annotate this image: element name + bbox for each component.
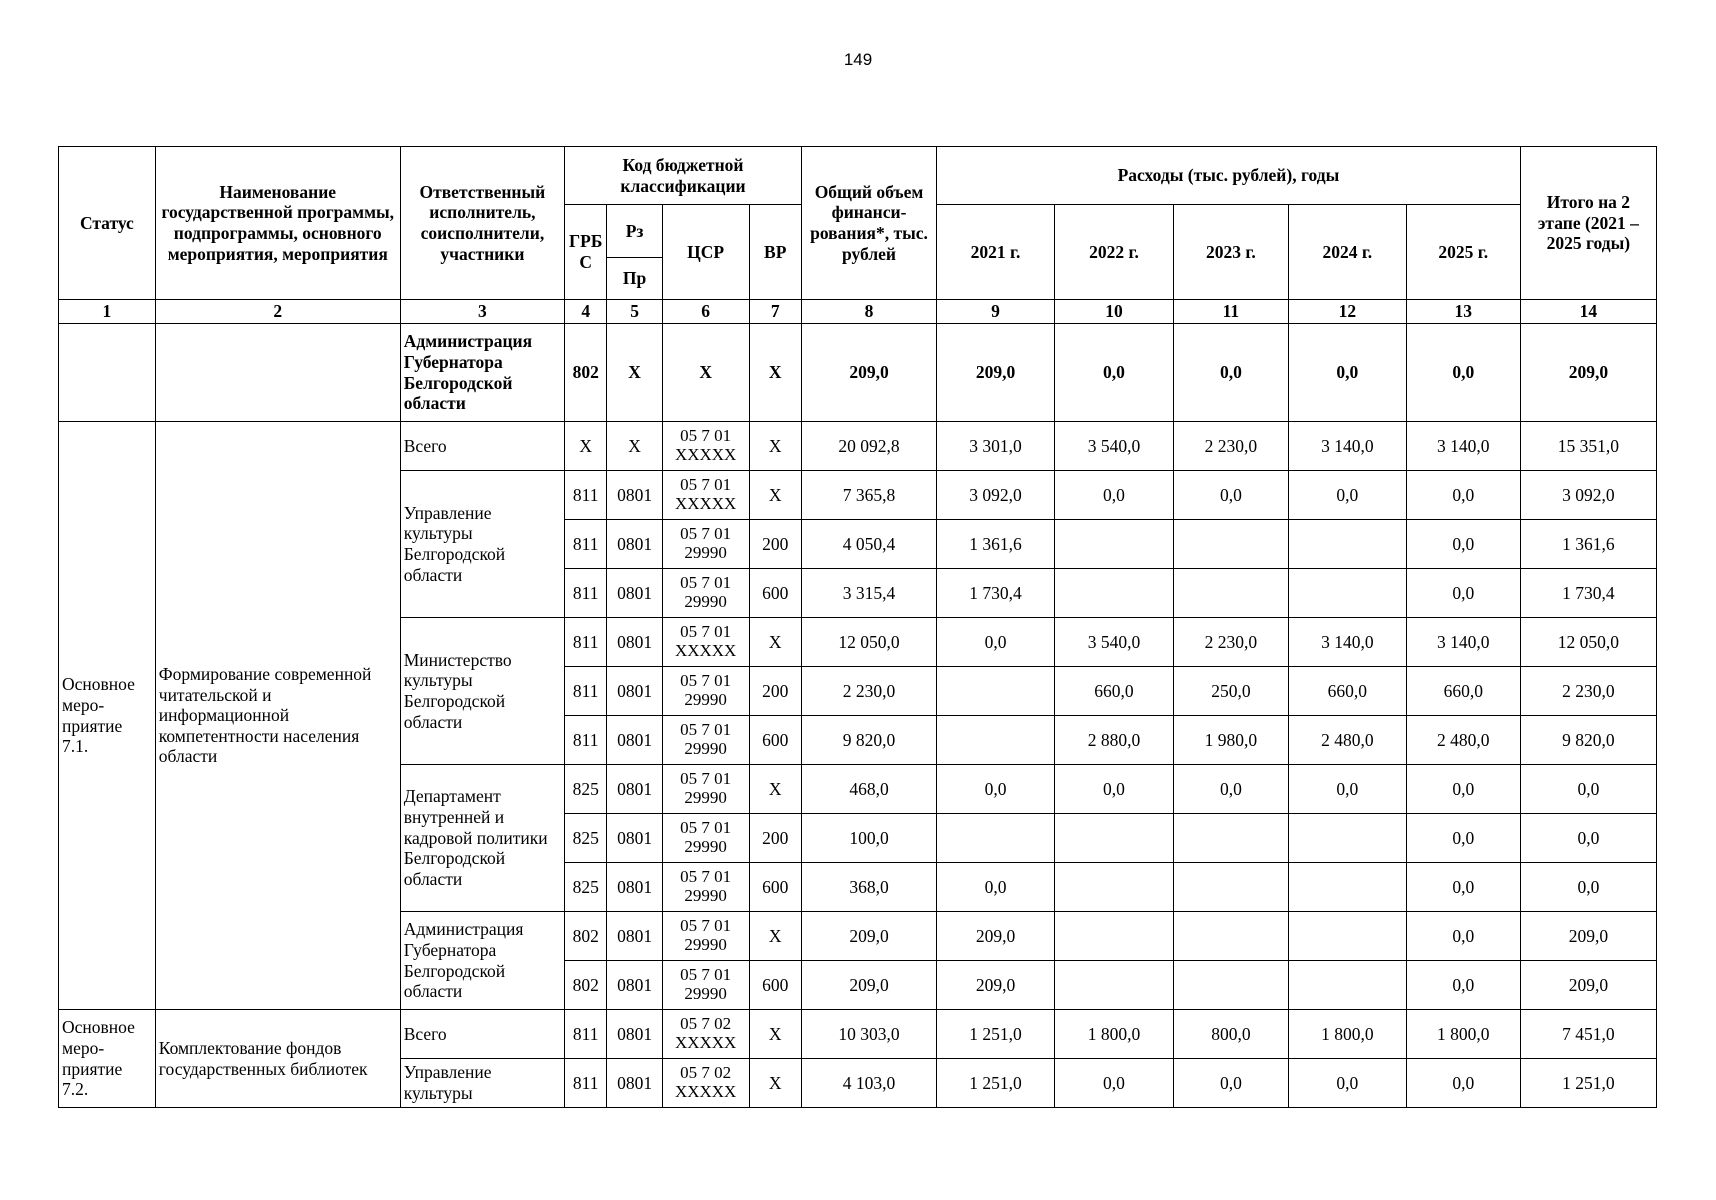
header-grbs: ГРБ С [565,205,607,300]
header-year-2023: 2023 г. [1173,205,1288,300]
y2021-cell: 0,0 [937,765,1055,814]
y2023-cell: 0,0 [1173,324,1288,422]
csr-cell: 05 7 01 29990 [662,814,749,863]
csr-cell: Х [662,324,749,422]
total-cell: 209,0 [801,961,936,1010]
grbs-cell: 802 [565,961,607,1010]
rzpr-cell: 0801 [607,912,662,961]
header-csr: ЦСР [662,205,749,300]
y2023-cell: 0,0 [1173,765,1288,814]
y2021-cell: 1 251,0 [937,1010,1055,1059]
name-cell: Формирование современной читательской и информационной компетентности населения области [155,422,400,1010]
rzpr-cell: 0801 [607,961,662,1010]
itogo-cell: 209,0 [1520,961,1656,1010]
itogo-cell: 1 361,6 [1520,520,1656,569]
table-row [59,422,1657,471]
csr-cell: 05 7 01 XXXXX [662,422,749,471]
vr-cell: 600 [749,716,801,765]
vr-cell: 200 [749,520,801,569]
y2022-cell [1054,814,1173,863]
y2021-cell: 1 361,6 [937,520,1055,569]
y2023-cell [1173,863,1288,912]
status-cell: Основное меро-приятие 7.1. [59,422,156,1010]
y2023-cell: 0,0 [1173,471,1288,520]
col-number: 6 [662,300,749,324]
grbs-cell: 811 [565,716,607,765]
csr-cell: 05 7 01 29990 [662,716,749,765]
total-cell: 468,0 [801,765,936,814]
y2025-cell: 660,0 [1406,667,1520,716]
total-cell: 209,0 [801,324,936,422]
y2023-cell: 2 230,0 [1173,422,1288,471]
rzpr-cell: Х [607,422,662,471]
y2025-cell: 0,0 [1406,520,1520,569]
vr-cell: Х [749,618,801,667]
total-cell: 12 050,0 [801,618,936,667]
rzpr-cell: 0801 [607,814,662,863]
total-cell: 368,0 [801,863,936,912]
grbs-cell: 825 [565,863,607,912]
vr-cell: Х [749,765,801,814]
y2023-cell [1173,569,1288,618]
col-number: 4 [565,300,607,324]
header-rz: Рз [607,205,662,258]
itogo-cell: 15 351,0 [1520,422,1656,471]
y2024-cell [1288,961,1406,1010]
y2024-cell [1288,520,1406,569]
itogo-cell: 0,0 [1520,814,1656,863]
itogo-cell: 209,0 [1520,324,1656,422]
y2022-cell: 1 800,0 [1054,1010,1173,1059]
y2021-cell [937,716,1055,765]
col-number: 8 [801,300,936,324]
responsible-cell: Управление культуры [400,1059,564,1108]
vr-cell: Х [749,324,801,422]
total-cell: 2 230,0 [801,667,936,716]
table-row [59,1010,1657,1059]
y2021-cell: 209,0 [937,961,1055,1010]
itogo-cell: 1 251,0 [1520,1059,1656,1108]
y2022-cell: 2 880,0 [1054,716,1173,765]
itogo-cell: 12 050,0 [1520,618,1656,667]
total-cell: 7 365,8 [801,471,936,520]
col-number: 12 [1288,300,1406,324]
csr-cell: 05 7 01 29990 [662,863,749,912]
y2021-cell [937,667,1055,716]
y2021-cell: 3 301,0 [937,422,1055,471]
vr-cell: Х [749,1010,801,1059]
y2025-cell: 0,0 [1406,863,1520,912]
y2023-cell [1173,520,1288,569]
rzpr-cell: 0801 [607,618,662,667]
rzpr-cell: 0801 [607,520,662,569]
col-number: 13 [1406,300,1520,324]
y2024-cell: 2 480,0 [1288,716,1406,765]
csr-cell: 05 7 01 XXXXX [662,471,749,520]
y2022-cell [1054,912,1173,961]
total-cell: 3 315,4 [801,569,936,618]
header-total-volume: Общий объем финанси-рования*, тыс. рублей [801,147,936,300]
name-cell: Комплектование фондов государственных библиотек [155,1010,400,1108]
y2021-cell: 0,0 [937,618,1055,667]
header-expenses-group: Расходы (тыс. рублей), годы [937,147,1521,205]
header-vr: ВР [749,205,801,300]
grbs-cell: 811 [565,667,607,716]
col-number: 10 [1054,300,1173,324]
y2024-cell: 660,0 [1288,667,1406,716]
csr-cell: 05 7 02 XXXXX [662,1010,749,1059]
y2022-cell: 660,0 [1054,667,1173,716]
header-year-2024: 2024 г. [1288,205,1406,300]
header-code-group: Код бюджетной классификации [565,147,802,205]
responsible-cell: Управление культуры Белгородской области [400,471,564,618]
rzpr-cell: 0801 [607,765,662,814]
y2022-cell [1054,863,1173,912]
total-cell: 10 303,0 [801,1010,936,1059]
responsible-cell: Всего [400,422,564,471]
y2023-cell [1173,961,1288,1010]
total-cell: 20 092,8 [801,422,936,471]
grbs-cell: 811 [565,569,607,618]
csr-cell: 05 7 01 29990 [662,912,749,961]
header-status: Статус [59,147,156,300]
rzpr-cell: Х [607,324,662,422]
header-year-2025: 2025 г. [1406,205,1520,300]
header-name: Наименование государственной программы, подпрограммы, основного мероприятия, мероприятия [155,147,400,300]
vr-cell: 200 [749,667,801,716]
name-cell [155,324,400,422]
y2025-cell: 0,0 [1406,961,1520,1010]
csr-cell: 05 7 02 XXXXX [662,1059,749,1108]
vr-cell: 200 [749,814,801,863]
rzpr-cell: 0801 [607,1010,662,1059]
y2023-cell: 800,0 [1173,1010,1288,1059]
y2025-cell: 0,0 [1406,471,1520,520]
itogo-cell: 7 451,0 [1520,1010,1656,1059]
y2025-cell: 0,0 [1406,569,1520,618]
y2024-cell: 0,0 [1288,765,1406,814]
y2021-cell: 1 251,0 [937,1059,1055,1108]
y2021-cell: 209,0 [937,324,1055,422]
table-row [59,324,1657,422]
rzpr-cell: 0801 [607,667,662,716]
responsible-cell: Министерство культуры Белгородской области [400,618,564,765]
grbs-cell: 825 [565,765,607,814]
y2022-cell: 0,0 [1054,765,1173,814]
total-cell: 4 050,4 [801,520,936,569]
y2024-cell: 0,0 [1288,1059,1406,1108]
header-year-2022: 2022 г. [1054,205,1173,300]
page-number: 149 [843,50,873,69]
status-cell: Основное меро-приятие 7.2. [59,1010,156,1108]
y2025-cell: 3 140,0 [1406,422,1520,471]
header-year-2021: 2021 г. [937,205,1055,300]
vr-cell: Х [749,422,801,471]
col-number: 5 [607,300,662,324]
responsible-cell: Департамент внутренней и кадровой политики Белгородской области [400,765,564,912]
grbs-cell: 811 [565,1059,607,1108]
vr-cell: 600 [749,961,801,1010]
col-number: 7 [749,300,801,324]
csr-cell: 05 7 01 XXXXX [662,618,749,667]
status-cell [59,324,156,422]
col-number: 9 [937,300,1055,324]
y2021-cell: 3 092,0 [937,471,1055,520]
total-cell: 100,0 [801,814,936,863]
vr-cell: Х [749,471,801,520]
header-itogo: Итого на 2 этапе (2021 – 2025 годы) [1520,147,1656,300]
header-responsible: Ответственный исполнитель, соисполнители, участники [400,147,564,300]
grbs-cell: 811 [565,618,607,667]
grbs-cell: 811 [565,471,607,520]
y2024-cell: 3 140,0 [1288,618,1406,667]
y2024-cell: 3 140,0 [1288,422,1406,471]
y2022-cell [1054,520,1173,569]
rzpr-cell: 0801 [607,569,662,618]
itogo-cell: 9 820,0 [1520,716,1656,765]
y2022-cell: 0,0 [1054,324,1173,422]
itogo-cell: 1 730,4 [1520,569,1656,618]
rzpr-cell: 0801 [607,863,662,912]
budget-table [58,146,1657,1108]
y2025-cell: 0,0 [1406,814,1520,863]
y2024-cell: 0,0 [1288,324,1406,422]
csr-cell: 05 7 01 29990 [662,961,749,1010]
y2024-cell [1288,912,1406,961]
csr-cell: 05 7 01 29990 [662,569,749,618]
rzpr-cell: 0801 [607,716,662,765]
total-cell: 4 103,0 [801,1059,936,1108]
responsible-cell: Администрация Губернатора Белгородской области [400,324,564,422]
grbs-cell: 802 [565,912,607,961]
y2025-cell: 3 140,0 [1406,618,1520,667]
itogo-cell: 2 230,0 [1520,667,1656,716]
y2021-cell: 209,0 [937,912,1055,961]
vr-cell: Х [749,1059,801,1108]
csr-cell: 05 7 01 29990 [662,520,749,569]
y2025-cell: 0,0 [1406,324,1520,422]
col-number: 14 [1520,300,1656,324]
responsible-cell: Всего [400,1010,564,1059]
rzpr-cell: 0801 [607,1059,662,1108]
y2022-cell: 0,0 [1054,1059,1173,1108]
grbs-cell: 811 [565,1010,607,1059]
total-cell: 9 820,0 [801,716,936,765]
itogo-cell: 209,0 [1520,912,1656,961]
y2024-cell: 0,0 [1288,471,1406,520]
y2022-cell [1054,569,1173,618]
y2023-cell: 0,0 [1173,1059,1288,1108]
y2024-cell: 1 800,0 [1288,1010,1406,1059]
csr-cell: 05 7 01 29990 [662,667,749,716]
y2025-cell: 0,0 [1406,1059,1520,1108]
grbs-cell: 825 [565,814,607,863]
vr-cell: 600 [749,569,801,618]
total-cell: 209,0 [801,912,936,961]
col-number: 3 [400,300,564,324]
y2023-cell [1173,814,1288,863]
y2024-cell [1288,814,1406,863]
y2023-cell: 1 980,0 [1173,716,1288,765]
grbs-cell: 811 [565,520,607,569]
rzpr-cell: 0801 [607,471,662,520]
y2024-cell [1288,569,1406,618]
col-number: 1 [59,300,156,324]
y2025-cell: 0,0 [1406,765,1520,814]
vr-cell: 600 [749,863,801,912]
col-number: 2 [155,300,400,324]
column-number-row [59,300,1657,324]
csr-cell: 05 7 01 29990 [662,765,749,814]
y2021-cell [937,814,1055,863]
y2022-cell [1054,961,1173,1010]
grbs-cell: Х [565,422,607,471]
itogo-cell: 3 092,0 [1520,471,1656,520]
y2025-cell: 2 480,0 [1406,716,1520,765]
y2023-cell [1173,912,1288,961]
y2021-cell: 0,0 [937,863,1055,912]
y2022-cell: 3 540,0 [1054,618,1173,667]
grbs-cell: 802 [565,324,607,422]
vr-cell: Х [749,912,801,961]
col-number: 11 [1173,300,1288,324]
itogo-cell: 0,0 [1520,863,1656,912]
y2025-cell: 1 800,0 [1406,1010,1520,1059]
responsible-cell: Администрация Губернатора Белгородской области [400,912,564,1010]
y2023-cell: 250,0 [1173,667,1288,716]
y2021-cell: 1 730,4 [937,569,1055,618]
y2025-cell: 0,0 [1406,912,1520,961]
header-pr: Пр [607,258,662,300]
itogo-cell: 0,0 [1520,765,1656,814]
y2023-cell: 2 230,0 [1173,618,1288,667]
y2022-cell: 0,0 [1054,471,1173,520]
y2022-cell: 3 540,0 [1054,422,1173,471]
y2024-cell [1288,863,1406,912]
